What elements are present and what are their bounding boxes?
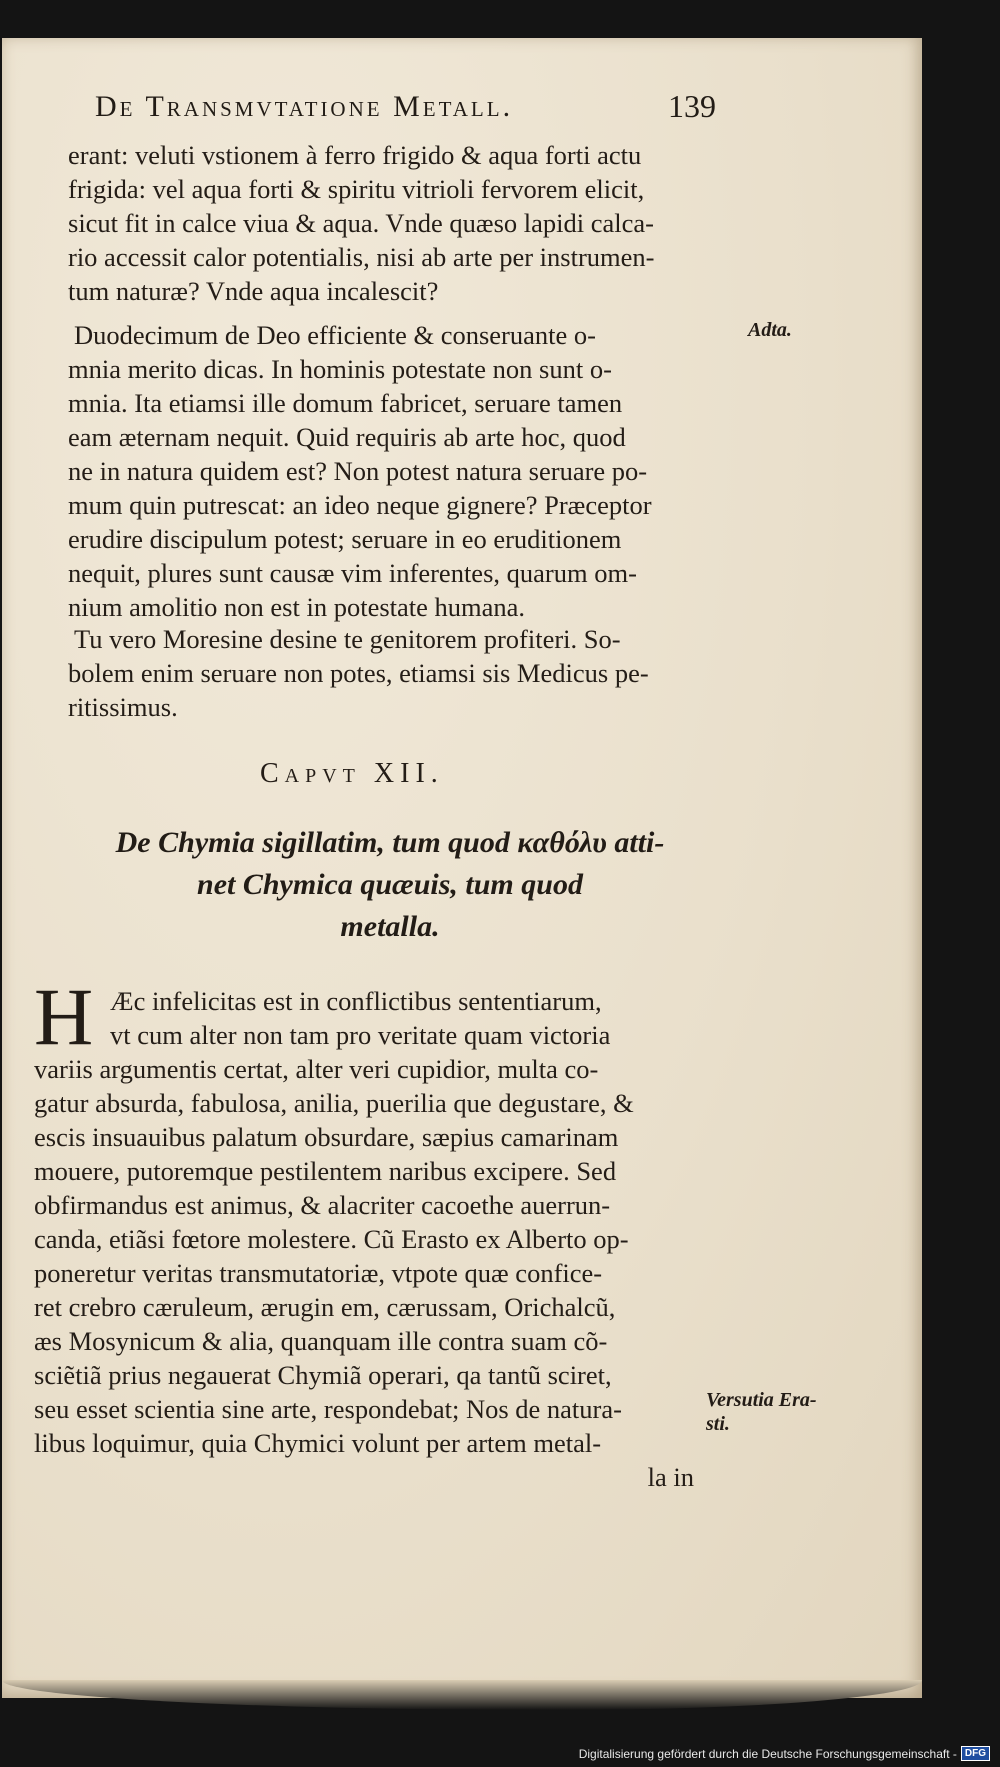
subtitle-line: metalla. — [340, 910, 440, 943]
text-line: variis argumentis certat, alter veri cupidior, multa co- — [34, 1054, 599, 1084]
text-line: sciẽtiã prius negauerat Chymiã operari, qa tantũ sciret, — [34, 1360, 612, 1390]
chapter-subtitle — [70, 822, 710, 948]
page-edge — [2, 1680, 922, 1710]
text-line: tum naturæ? Vnde aqua incalescit? — [68, 276, 439, 306]
text-line: Æc infelicitas est in conflictibus sententiarum, — [110, 986, 602, 1016]
text-line: bolem enim seruare non potes, etiamsi sis Medicus pe- — [68, 658, 649, 688]
text-line: gatur absurda, fabulosa, anilia, puerilia que degustare, & — [34, 1088, 634, 1118]
text-line: mnia merito dicas. In hominis potestate non sunt o- — [68, 354, 612, 384]
text-line: erant: veluti vstionem à ferro frigido & aqua forti actu — [68, 140, 642, 170]
text-line: mouere, putoremque pestilentem naribus excipere. Sed — [34, 1156, 617, 1186]
text-line: seu esset scientia sine arte, respondebat; Nos de natura- — [34, 1394, 622, 1424]
text-line: vt cum alter non tam pro veritate quam victoria — [110, 1020, 611, 1050]
paragraph-1 — [68, 138, 708, 308]
text-line: ret crebro cæruleum, ærugin em, cærussam, Orichalcũ, — [34, 1292, 616, 1322]
text-line: libus loquimur, quia Chymici volunt per artem metal- — [34, 1428, 602, 1458]
text-line: canda, etiãsi fœtore molestere. Cũ Erasto ex Alberto op- — [34, 1224, 629, 1254]
paragraph-4 — [34, 971, 706, 1494]
text-line: nequit, plures sunt causæ vim inferentes, quarum om- — [68, 558, 637, 588]
text-line: æs Mosynicum & alia, quanquam ille contra suam cõ- — [34, 1326, 608, 1356]
subtitle-line: De Chymia sigillatim, tum quod καθόλυ atti- — [115, 826, 665, 859]
text-line: rio accessit calor potentialis, nisi ab arte per instrumen- — [68, 242, 655, 272]
text-line: poneretur veritas transmutatoriæ, vtpote quæ confice- — [34, 1258, 603, 1288]
text-line: Tu vero Moresine desine te genitorem profiteri. So- — [74, 624, 621, 654]
text-line: obfirmandus est animus, & alacriter cacoethe auerrun- — [34, 1190, 611, 1220]
credit-text: Digitalisierung gefördert durch die Deutsche Forschungsgemeinschaft - — [578, 1746, 957, 1761]
text-line: Duodecimum de Deo efficiente & conseruante o- — [74, 320, 596, 350]
digitization-credit — [579, 1746, 990, 1761]
page-number: 139 — [668, 88, 716, 124]
paragraph-3 — [68, 622, 708, 724]
dfg-logo: DFG — [961, 1746, 990, 1761]
text-line: ne in natura quidem est? Non potest natura seruare po- — [68, 456, 648, 486]
margin-note-line: Versutia Era- — [706, 1389, 817, 1411]
text-line: mnia. Ita etiamsi ille domum fabricet, seruare tamen — [68, 388, 623, 418]
drop-cap: H — [34, 971, 94, 1062]
text-line: frigida: vel aqua forti & spiritu vitrioli fervorem elicit, — [68, 174, 645, 204]
text-line: sicut fit in calce viua & aqua. Vnde quæso lapidi calca- — [68, 208, 655, 238]
margin-note — [706, 1388, 846, 1436]
catchword: la in — [647, 1462, 694, 1492]
margin-note-line: sti. — [706, 1413, 730, 1435]
text-line: erudire discipulum potest; seruare in eo eruditionem — [68, 524, 622, 554]
subtitle-line: net Chymica quæuis, tum quod — [197, 868, 583, 901]
paragraph-2 — [68, 318, 708, 624]
text-line: ritissimus. — [68, 692, 178, 722]
text-line: mum quin putrescat: an ideo neque gignere? Præceptor — [68, 490, 652, 520]
text-line: nium amolitio non est in potestate humana. — [68, 592, 526, 622]
text-line: escis insuauibus palatum obsurdare, sæpius camarinam — [34, 1122, 619, 1152]
margin-note: Adta. — [748, 319, 792, 341]
chapter-title: Capvt XII. — [260, 758, 444, 789]
running-title: De Transmvtatione Metall. — [95, 90, 514, 123]
text-line: eam æternam nequit. Quid requiris ab arte hoc, quod — [68, 422, 626, 452]
